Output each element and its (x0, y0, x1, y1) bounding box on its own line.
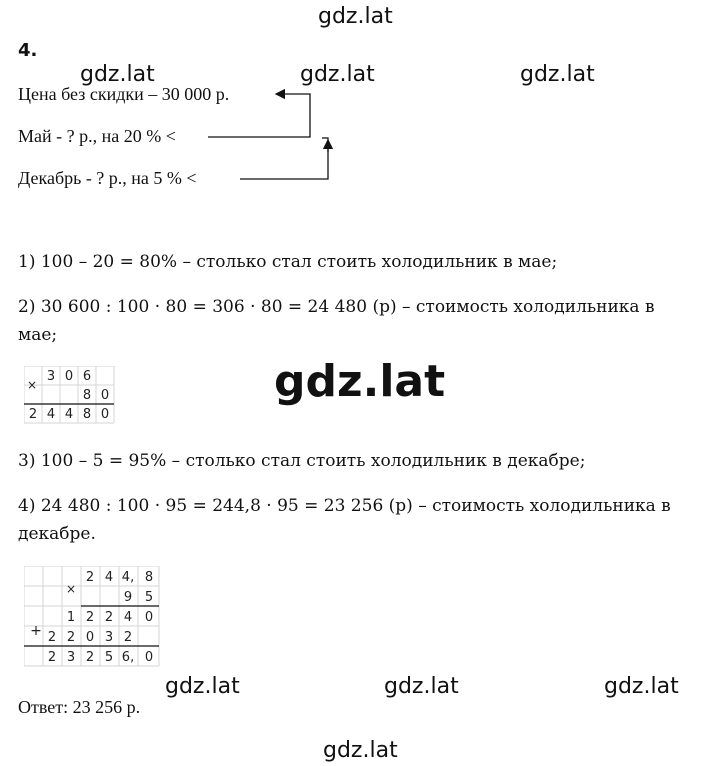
svg-text:2: 2 (85, 570, 95, 585)
step-4-line-2: декабре. (18, 524, 96, 544)
svg-text:2: 2 (85, 610, 95, 625)
svg-text:1: 1 (66, 610, 76, 625)
watermark-bottom-center: gdz.lat (384, 674, 459, 699)
arrow-may-to-price (208, 94, 310, 137)
calc2-mult-sign: × (65, 582, 77, 596)
svg-text:8: 8 (144, 570, 154, 585)
answer: Ответ: 23 256 р. (18, 697, 141, 717)
condition-arrows (0, 0, 720, 200)
watermark-bottom-left: gdz.lat (165, 674, 240, 699)
svg-text:4,: 4, (121, 570, 135, 585)
watermark-center: gdz.lat (300, 62, 375, 87)
svg-text:4: 4 (104, 570, 114, 585)
svg-text:4: 4 (46, 407, 56, 422)
condition-december: Декабрь - ? р., на 5 % < (18, 168, 197, 188)
svg-text:0: 0 (144, 650, 154, 665)
task-number: 4. (18, 40, 38, 61)
svg-text:3: 3 (46, 369, 56, 384)
svg-text:0: 0 (85, 630, 95, 645)
svg-text:8: 8 (82, 388, 92, 403)
watermark-right: gdz.lat (520, 62, 595, 87)
svg-text:0: 0 (100, 388, 110, 403)
svg-text:4: 4 (64, 407, 74, 422)
svg-text:4: 4 (123, 610, 133, 625)
svg-text:0: 0 (64, 369, 74, 384)
step-2-line-1: 2) 30 600 : 100 · 80 = 306 · 80 = 24 480 (р) – стоимость холодильника в (18, 297, 655, 317)
svg-text:6,: 6, (121, 650, 135, 665)
svg-text:5: 5 (104, 650, 114, 665)
svg-text:5: 5 (144, 590, 154, 605)
watermark-footer: gdz.lat (323, 738, 398, 763)
calc1-sign: × (26, 378, 38, 392)
step-3: 3) 100 – 5 = 95% – столько стал стоить холодильник в декабре; (18, 451, 586, 471)
svg-text:2: 2 (66, 630, 76, 645)
svg-text:2: 2 (104, 610, 114, 625)
svg-text:3: 3 (104, 630, 114, 645)
svg-text:9: 9 (123, 590, 133, 605)
svg-text:3: 3 (66, 650, 76, 665)
svg-text:0: 0 (100, 407, 110, 422)
svg-text:8: 8 (82, 407, 92, 422)
watermark-bottom-right: gdz.lat (604, 674, 679, 699)
svg-text:2: 2 (85, 650, 95, 665)
svg-text:2: 2 (47, 630, 57, 645)
arrow-december-to-may (240, 138, 328, 179)
watermark-large: gdz.lat (274, 356, 446, 407)
step-4-line-1: 4) 24 480 : 100 · 95 = 244,8 · 95 = 23 256 (р) – стоимость холодильника в (18, 496, 671, 516)
step-2-line-2: мае; (18, 325, 58, 345)
watermark-top: gdz.lat (318, 4, 393, 29)
svg-text:2: 2 (47, 650, 57, 665)
multiplication-grid-1 (24, 366, 116, 426)
step-1: 1) 100 – 20 = 80% – столько стал стоить холодильник в мае; (18, 252, 558, 272)
condition-price: Цена без скидки – 30 000 р. (18, 84, 230, 104)
watermark-left: gdz.lat (80, 62, 155, 87)
svg-text:0: 0 (144, 610, 154, 625)
multiplication-grid-2 (24, 566, 164, 676)
condition-may: Май - ? р., на 20 % < (18, 126, 176, 146)
calc2-plus-sign: + (30, 623, 42, 639)
svg-text:2: 2 (123, 630, 133, 645)
svg-text:2: 2 (28, 407, 38, 422)
svg-text:6: 6 (82, 369, 92, 384)
